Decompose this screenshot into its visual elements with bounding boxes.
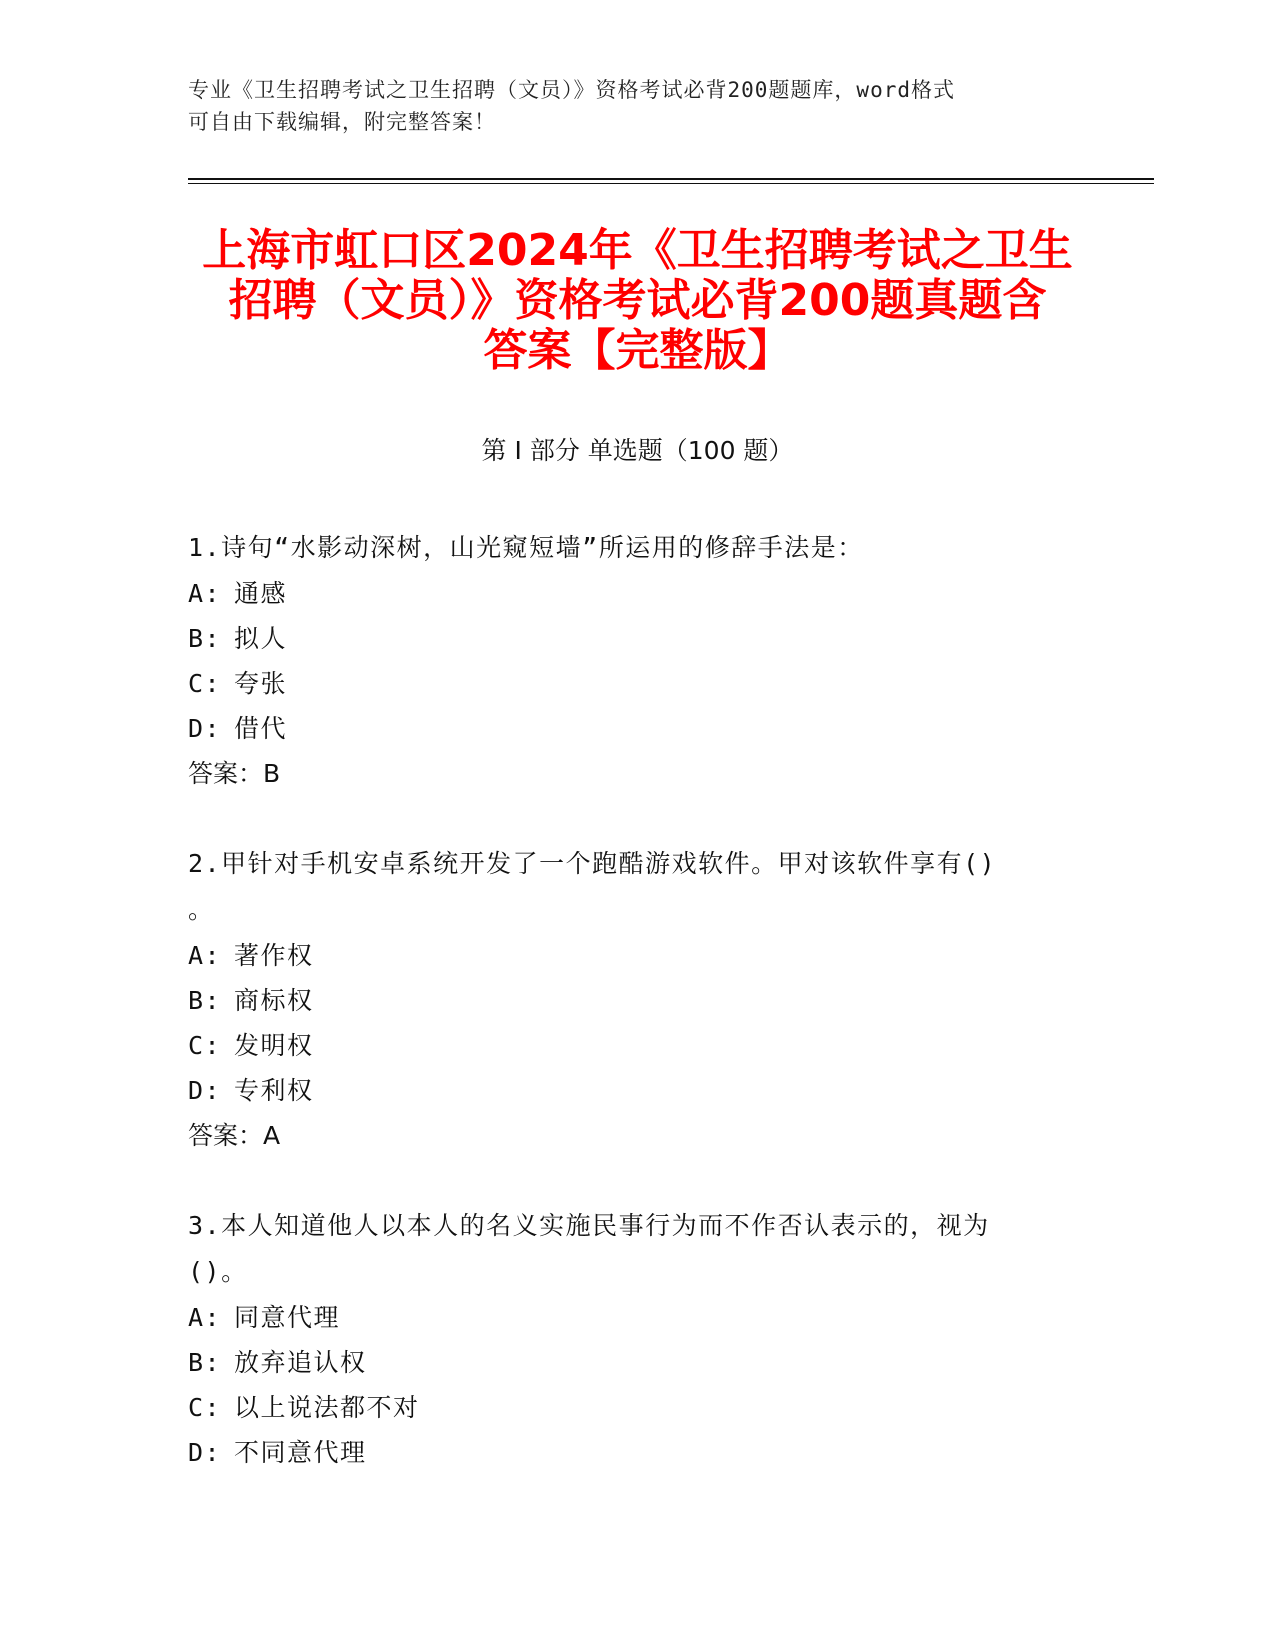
option-b — [188, 978, 1068, 1023]
option-key: B: — [188, 986, 222, 1015]
option-text: 拟人 — [234, 624, 288, 653]
option-a — [188, 1295, 1068, 1340]
option-key: A: — [188, 579, 222, 608]
option-d — [188, 706, 1068, 751]
option-text: 专利权 — [234, 1076, 314, 1105]
option-text: 不同意代理 — [234, 1438, 367, 1467]
option-text: 通感 — [234, 579, 288, 608]
option-d — [188, 1068, 1068, 1113]
question-stem: 2.甲针对手机安卓系统开发了一个跑酷游戏软件。甲对该软件享有() — [188, 849, 997, 878]
option-c — [188, 1023, 1068, 1068]
question-1 — [188, 525, 1068, 797]
document-title — [160, 226, 1115, 376]
question-stem-continuation: 。 — [188, 895, 215, 924]
option-text: 放弃追认权 — [234, 1348, 367, 1377]
option-d — [188, 1430, 1068, 1475]
question-stem-continuation: ()。 — [188, 1257, 248, 1286]
document-title-line3: 答案【完整版】 — [483, 325, 792, 376]
header-note — [188, 74, 1088, 138]
document-title-line1: 上海市虹口区2024年《卫生招聘考试之卫生 — [202, 225, 1073, 276]
answer: 答案：A — [188, 1121, 281, 1150]
option-key: C: — [188, 669, 222, 698]
header-note-line1: 专业《卫生招聘考试之卫生招聘（文员）》资格考试必背200题题库，word格式 — [188, 78, 955, 102]
question-stem: 3.本人知道他人以本人的名义实施民事行为而不作否认表示的，视为 — [188, 1211, 990, 1240]
option-key: B: — [188, 1348, 222, 1377]
option-a — [188, 933, 1068, 978]
option-key: C: — [188, 1393, 222, 1422]
option-key: B: — [188, 624, 222, 653]
option-text: 以上说法都不对 — [234, 1393, 420, 1422]
option-b — [188, 616, 1068, 661]
option-c — [188, 1385, 1068, 1430]
section-title: 第 I 部分 单选题（100 题） — [481, 436, 794, 465]
question-3 — [188, 1203, 1068, 1475]
answer: 答案：B — [188, 759, 281, 788]
option-key: D: — [188, 1076, 222, 1105]
option-text: 发明权 — [234, 1031, 314, 1060]
option-key: C: — [188, 1031, 222, 1060]
option-key: D: — [188, 1438, 222, 1467]
option-b — [188, 1340, 1068, 1385]
question-list — [188, 525, 1068, 1519]
option-text: 同意代理 — [234, 1303, 341, 1332]
option-a — [188, 571, 1068, 616]
option-text: 夸张 — [234, 669, 288, 698]
question-stem: 1.诗句“水影动深树，山光窥短墙”所运用的修辞手法是： — [188, 533, 864, 562]
option-key: A: — [188, 1303, 222, 1332]
option-text: 著作权 — [234, 941, 314, 970]
option-c — [188, 661, 1068, 706]
question-2 — [188, 841, 1068, 1159]
header-divider-thick — [188, 178, 1154, 180]
option-key: D: — [188, 714, 222, 743]
header-divider-thin — [188, 183, 1154, 184]
option-key: A: — [188, 941, 222, 970]
option-text: 商标权 — [234, 986, 314, 1015]
header-note-line2: 可自由下载编辑，附完整答案！ — [188, 110, 496, 134]
document-title-line2: 招聘（文员）》资格考试必背200题真题含 — [228, 275, 1047, 326]
option-text: 借代 — [234, 714, 288, 743]
